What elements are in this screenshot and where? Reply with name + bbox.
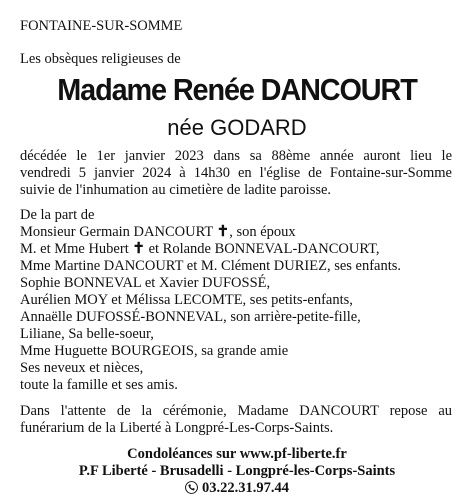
cross-icon: ✝ xyxy=(216,224,230,240)
family-line-7: Liliane, Sa belle-soeur, xyxy=(20,326,154,342)
spouse-relation: , son époux xyxy=(229,224,296,240)
announcement-line-3: suivie de l'inhumation au cimetière de ladite paroisse. xyxy=(20,182,332,198)
family-intro: De la part de xyxy=(20,207,95,223)
family-line-1 xyxy=(20,224,296,241)
family-line-5: Aurélien MOY et Mélissa LECOMTE, ses petits-enfants, xyxy=(20,292,353,308)
intro-text: Les obsèques religieuses de xyxy=(20,51,181,67)
family-line-4: Sophie BONNEVAL et Xavier DUFOSSÉ, xyxy=(20,275,271,291)
family-line-10: toute la famille et ses amis. xyxy=(20,377,178,393)
rest-line-2: funérarium de la Liberté à Longpré-Les-Corps-Saints. xyxy=(20,420,334,436)
spouse-name: Monsieur Germain DANCOURT xyxy=(20,224,217,240)
family-line-2-start: M. et Mme Hubert xyxy=(20,241,133,257)
rest-line-1: Dans l'attente de la cérémonie, Madame DANCOURT repose au xyxy=(20,403,452,419)
deceased-name: Madame Renée DANCOURT xyxy=(57,72,417,107)
phone-line xyxy=(0,480,474,497)
condolences-line: Condoléances sur www.pf-liberte.fr xyxy=(127,446,347,462)
family-line-3: Mme Martine DANCOURT et M. Clément DURIEZ, ses enfants. xyxy=(20,258,402,274)
phone-number: 03.22.31.97.44 xyxy=(202,480,289,496)
cross-icon: ✝ xyxy=(132,241,145,257)
phone-icon xyxy=(185,481,198,494)
town-header: FONTAINE-SUR-SOMME xyxy=(20,18,183,34)
family-line-9: Ses neveux et nièces, xyxy=(20,360,144,376)
maiden-name: née GODARD xyxy=(167,115,307,140)
family-line-2-end: et Rolande BONNEVAL-DANCOURT, xyxy=(144,241,380,257)
funeral-home-line: P.F Liberté - Brusadelli - Longpré-les-Corps-Saints xyxy=(78,463,396,479)
family-line-8: Mme Huguette BOURGEOIS, sa grande amie xyxy=(20,343,289,359)
announcement-line-2: vendredi 5 janvier 2024 à 14h30 en l'église de Fontaine-sur-Somme xyxy=(20,165,452,181)
announcement-line-1: décédée le 1er janvier 2023 dans sa 88ème année auront lieu le xyxy=(20,148,452,164)
family-line-2 xyxy=(20,241,380,258)
family-line-6: Annaëlle DUFOSSÉ-BONNEVAL, son arrière-petite-fille, xyxy=(20,309,361,325)
